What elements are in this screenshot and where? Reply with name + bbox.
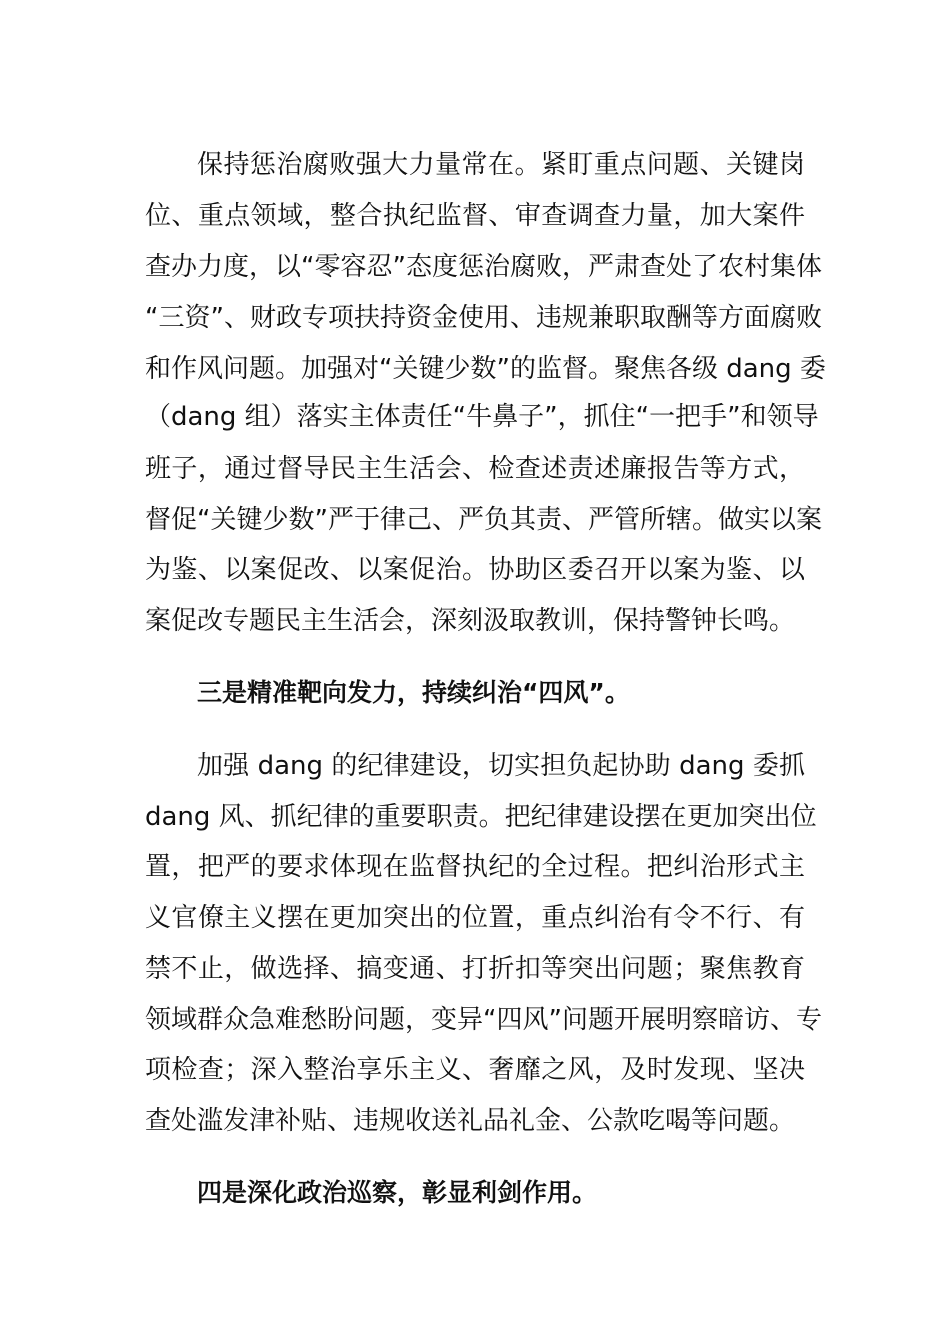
section-heading-4: 四是深化政治巡察，彰显利剑作用。 bbox=[197, 1178, 598, 1207]
paragraph2-line: 查处滥发津补贴、违规收送礼品礼金、公款吃喝等问题。 bbox=[145, 1106, 796, 1136]
paragraph1-line: 位、重点领域，整合执纪监督、审查调查力量，加大案件 bbox=[145, 201, 805, 231]
paragraph2-line: dang 风、抓纪律的重要职责。把纪律建设摆在更加突出位 bbox=[145, 802, 817, 832]
paragraph2-line: 禁不止，做选择、搞变通、打折扣等突出问题；聚焦教育 bbox=[145, 954, 805, 984]
section-heading-3: 三是精准靶向发力，持续纠治“四风”。 bbox=[197, 678, 630, 707]
paragraph1-line: 督促“关键少数”严于律己、严负其责、严管所辖。做实以案 bbox=[145, 505, 822, 535]
paragraph2-line: 义官僚主义摆在更加突出的位置，重点纠治有令不行、有 bbox=[145, 903, 805, 933]
paragraph1-line: 案促改专题民主生活会，深刻汲取教训，保持警钟长鸣。 bbox=[145, 606, 796, 636]
paragraph2-line: 项检查；深入整治享乐主义、奢靡之风，及时发现、坚决 bbox=[145, 1055, 805, 1085]
paragraph2-line: 领域群众急难愁盼问题，变异“四风”问题开展明察暗访、专 bbox=[145, 1005, 822, 1035]
paragraph2-line: 加强 dang 的纪律建设，切实担负起协助 dang 委抓 bbox=[197, 751, 805, 781]
paragraph1-line: 和作风问题。加强对“关键少数”的监督。聚焦各级 dang 委 bbox=[145, 354, 826, 384]
paragraph1-line: 查办力度，以“零容忍”态度惩治腐败，严肃查处了农村集体 bbox=[145, 252, 822, 282]
paragraph2-line: 置，把严的要求体现在监督执纪的全过程。把纠治形式主 bbox=[145, 852, 805, 882]
paragraph1-line: “三资”、财政专项扶持资金使用、违规兼职取酬等方面腐败 bbox=[145, 303, 822, 333]
paragraph1-line: 保持惩治腐败强大力量常在。紧盯重点问题、关键岗 bbox=[197, 150, 805, 180]
paragraph1-line: （dang 组）落实主体责任“牛鼻子”，抓住“一把手”和领导 bbox=[145, 402, 819, 432]
paragraph1-line: 班子，通过督导民主生活会、检查述责述廉报告等方式， bbox=[145, 454, 805, 484]
paragraph1-line: 为鉴、以案促改、以案促治。协助区委召开以案为鉴、以 bbox=[145, 555, 805, 585]
